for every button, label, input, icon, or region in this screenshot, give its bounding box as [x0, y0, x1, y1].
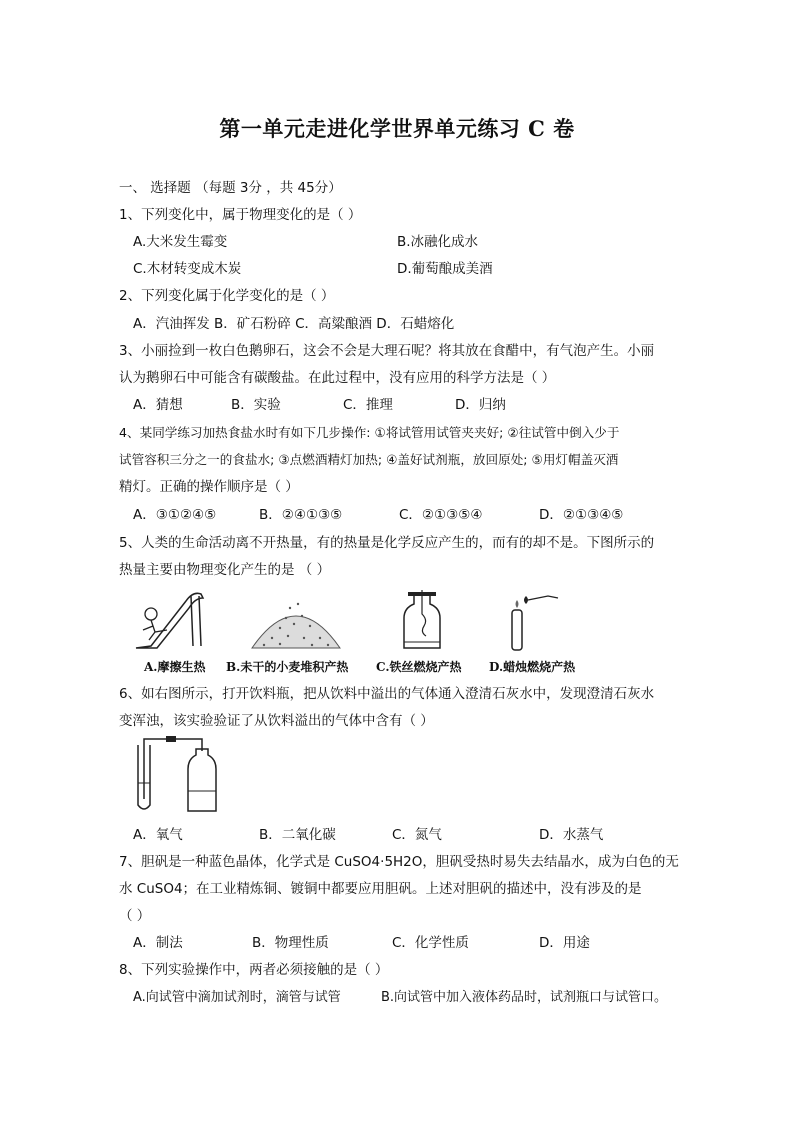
- q3-option-a: A．猜想: [133, 397, 183, 413]
- q2-options: A．汽油挥发 B．矿石粉碎 C．高粱酿酒 D．石蜡熔化: [133, 316, 455, 332]
- q1-option-d: D.葡萄酿成美酒: [397, 261, 493, 277]
- q7-option-a: A．制法: [133, 935, 183, 951]
- candle-burning-figure: [500, 590, 562, 654]
- q6-option-b: B．二氧化碳: [259, 827, 336, 843]
- q2-stem: 2、下列变化属于化学变化的是（ ）: [119, 288, 335, 304]
- q7-stem-line-2: 水 CuSO4；在工业精炼铜、镀铜中都要应用胆矾。上述对胆矾的描述中，没有涉及的是: [119, 881, 642, 897]
- q8-stem: 8、下列实验操作中，两者必须接触的是（ ）: [119, 962, 389, 978]
- q4-option-d: D．②①③④⑤: [539, 507, 624, 523]
- q3-option-c: C．推理: [343, 397, 393, 413]
- q5-caption-a: A.摩擦生热: [144, 660, 206, 674]
- section-heading: 一、 选择题 （每题 3分 ，共 45分）: [119, 180, 342, 196]
- q5-caption-b: B.未干的小麦堆积产热: [226, 660, 349, 674]
- q1-option-c: C.木材转变成木炭: [133, 261, 242, 277]
- q7-option-c: C．化学性质: [392, 935, 469, 951]
- q7-option-d: D．用途: [539, 935, 590, 951]
- q6-option-c: C．氮气: [392, 827, 442, 843]
- limewater-apparatus-figure: [128, 733, 220, 815]
- q1-option-a: A.大米发生霉变: [133, 234, 228, 250]
- q5-caption-c: C.铁丝燃烧产热: [376, 660, 462, 674]
- page-title: 第一单元走进化学世界单元练习 C 卷: [219, 116, 575, 141]
- q6-stem-line-2: 变浑浊，该实验验证了从饮料溢出的气体中含有（ ）: [119, 713, 434, 729]
- q3-stem-line-2: 认为鹅卵石中可能含有碳酸盐。在此过程中，没有应用的科学方法是（ ）: [119, 370, 556, 386]
- wheat-pile-figure: [250, 590, 342, 652]
- iron-burning-bottle-figure: [398, 586, 448, 654]
- q7-option-b: B．物理性质: [252, 935, 329, 951]
- q4-stem-line-3: 精灯。正确的操作顺序是（ ）: [119, 479, 299, 495]
- q4-option-c: C．②①③⑤④: [399, 507, 483, 523]
- q4-stem-line-2: 试管容积三分之一的食盐水; ③点燃酒精灯加热; ④盖好试剂瓶，放回原处; ⑤用灯帽盖灭酒: [119, 452, 619, 467]
- q4-stem-line-1: 4、某同学练习加热食盐水时有如下几步操作: ①将试管用试管夹夹好; ②往试管中倒入少于: [119, 425, 620, 440]
- q8-option-a: A.向试管中滴加试剂时，滴管与试管: [133, 990, 341, 1005]
- q1-option-b: B.冰融化成水: [397, 234, 479, 250]
- q6-option-a: A．氧气: [133, 827, 183, 843]
- q4-option-a: A．③①②④⑤: [133, 507, 217, 523]
- q3-option-b: B．实验: [231, 397, 281, 413]
- q3-option-d: D．归纳: [455, 397, 506, 413]
- q3-stem-line-1: 3、小丽捡到一枚白色鹅卵石，这会不会是大理石呢？将其放在食醋中，有气泡产生。小丽: [119, 343, 655, 359]
- q1-stem: 1、下列变化中，属于物理变化的是（ ）: [119, 207, 362, 223]
- q5-stem-line-1: 5、人类的生命活动离不开热量，有的热量是化学反应产生的，而有的却不是。下图所示的: [119, 535, 655, 551]
- q6-option-d: D．水蒸气: [539, 827, 604, 843]
- q5-stem-line-2: 热量主要由物理变化产生的是 （ ）: [119, 562, 331, 578]
- q7-stem-line-3: （ ）: [119, 908, 151, 924]
- q5-caption-d: D.蜡烛燃烧产热: [489, 660, 576, 674]
- slide-friction-figure: [131, 586, 211, 656]
- q7-stem-line-1: 7、胆矾是一种蓝色晶体，化学式是 CuSO4·5H2O，胆矾受热时易失去结晶水，成为白色的无: [119, 854, 679, 870]
- q4-option-b: B．②④①③⑤: [259, 507, 343, 523]
- q6-stem-line-1: 6、如右图所示，打开饮料瓶，把从饮料中溢出的气体通入澄清石灰水中，发现澄清石灰水: [119, 686, 655, 702]
- q8-option-b: B.向试管中加入液体药品时，试剂瓶口与试管口。: [381, 990, 668, 1005]
